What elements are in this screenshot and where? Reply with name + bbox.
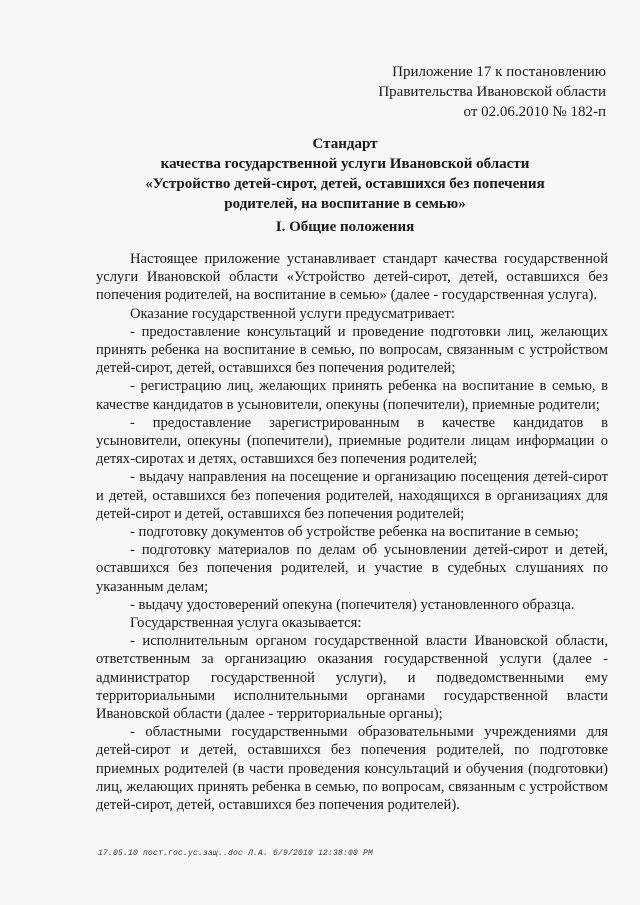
list-item: - подготовку документов об устройстве ребенка на воспитание в семью; <box>130 524 579 541</box>
list-item: - предоставление зарегистрированным в качестве кандидатов в усыновители, опекуны (попечители), приемные родители лицам информации о детях-сиротах и детях, оставшихся без попечения родителей; <box>96 414 608 468</box>
paragraph: Оказание государственной услуги предусматривает: <box>130 305 455 322</box>
appendix-line: от 02.06.2010 № 182-п <box>463 104 606 120</box>
list-item: - областными государственными образовательными учреждениями для детей-сирот и детей, оставшихся без попечения родителей, по подготовке приемных родителей (в части проведения консультаций и обучения (подготовки) лиц, желающих принять ребенка в семью, по вопросам, связанным с устройством детей-сирот, детей, оставшихся без попечения родителей). <box>96 724 608 814</box>
section-heading: I. Общие положения <box>275 219 415 235</box>
document-title <box>95 134 595 214</box>
appendix-note <box>378 62 606 122</box>
file-footer: 17.05.10 пост.гос.ус.защ..doc Л.А. 6/9/2010 12:38:00 PM <box>98 849 374 858</box>
title-line: Стандарт <box>312 136 378 152</box>
title-line: качества государственной услуги Ивановской области <box>160 156 530 172</box>
list-item: - регистрацию лиц, желающих принять ребенка на воспитание в семью, в качестве кандидатов в усыновители, опекуны (попечители), приемные родители; <box>96 378 608 413</box>
list-item: - выдачу удостоверений опекуна (попечителя) установленного образца. <box>130 596 575 613</box>
list-item: - подготовку материалов по делам об усыновлении детей-сирот и детей, оставшихся без попечения родителей, и участие в судебных слушаниях по указанным делам; <box>96 542 608 595</box>
appendix-line: Правительства Ивановской области <box>378 84 606 100</box>
paragraph: Настоящее приложение устанавливает стандарт качества государственной услуги Ивановской области «Устройство детей-сирот, детей, оставшихся без попечения родителей, на воспитание в семью» (далее - государственная услуга). <box>96 251 608 304</box>
list-item: - предоставление консультаций и проведение подготовки лиц, желающих принять ребенка на воспитание в семью, по вопросам, связанным с устройством детей-сирот, детей, оставшихся без попечения родителей; <box>96 323 608 377</box>
list-item: - исполнительным органом государственной власти Ивановской области, ответственным за организацию оказания государственной услуги (далее - администратор государственной услуги), и подведомственными ему территориальными исполнительными органами государственной власти Ивановской области (далее - территориальные органы); <box>96 633 608 723</box>
paragraph: Государственная услуга оказывается: <box>130 615 362 632</box>
appendix-line: Приложение 17 к постановлению <box>392 64 606 80</box>
section-body <box>96 250 608 814</box>
title-line: родителей, на воспитание в семью» <box>224 196 466 212</box>
title-line: «Устройство детей-сирот, детей, оставшихся без попечения <box>145 176 545 192</box>
list-item: - выдачу направления на посещение и организацию посещения детей-сирот и детей, оставшихся без попечения родителей, находящихся в организациях для детей-сирот и детей, оставшихся без попечения родителей; <box>96 469 608 522</box>
